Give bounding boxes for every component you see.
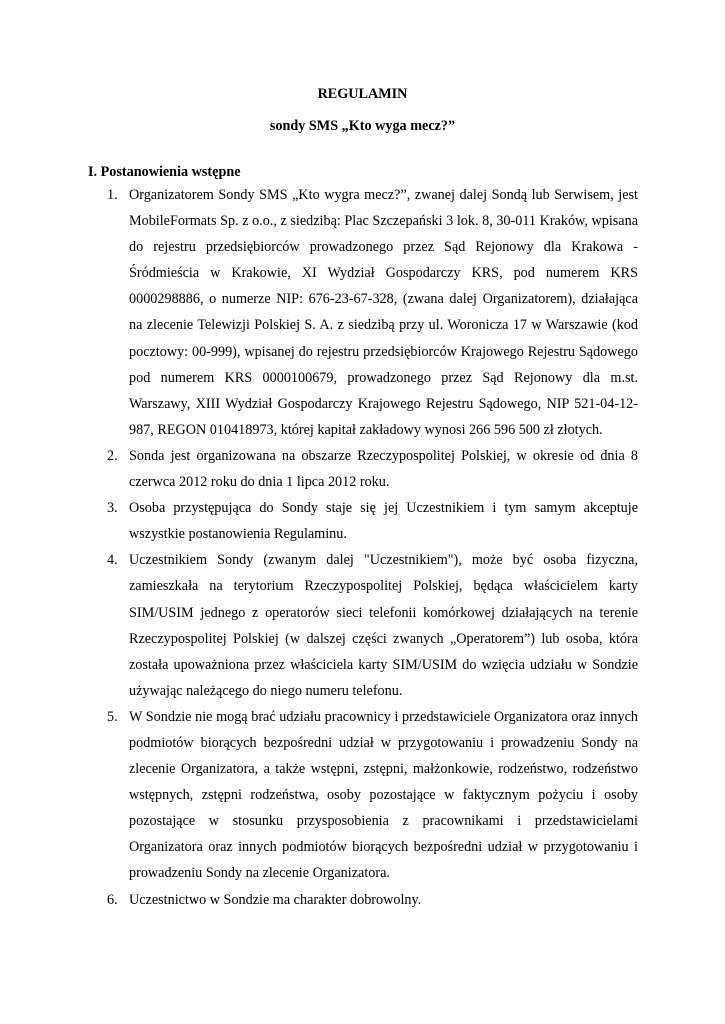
- list-item: [107, 704, 638, 887]
- item-text: Organizatorem Sondy SMS „Kto wygra mecz?”, zwanej dalej Sondą lub Serwisem, jest MobileFormats Sp. z o.o., z siedzibą: Plac Szczepański 3 lok. 8, 30-011 Kraków, wpisana do rejestru przedsiębiorców prowadzonego przez Sąd Rejonowy dla Krakowa - Śródmieścia w Krakowie, XI Wydział Gospodarczy KRS, pod numerem KRS 0000298886, o numerze NIP: 676-23-67-328, (zwana dalej Organizatorem), działająca na zlecenie Telewizji Polskiej S. A. z siedzibą przy ul. Woronicza 17 w Warszawie (kod pocztowy: 00-999), wpisanej do rejestru przedsiębiorców Krajowego Rejestru Sądowego pod numerem KRS 0000100679, prowadzonego przez Sąd Rejonowy dla m.st. Warszawy, XIII Wydział Gospodarczy Krajowego Rejestru Sądowego, NIP 521-04-12-987, REGON 010418973, której kapitał zakładowy wynosi 266 596 500 zł złotych.: [129, 187, 638, 438]
- document-title: REGULAMIN: [317, 86, 408, 102]
- item-number: 1.: [107, 187, 118, 203]
- item-text: W Sondzie nie mogą brać udziału pracownicy i przedstawiciele Organizatora oraz innych podmiotów biorących bezpośredni udział w przygotowaniu i prowadzeniu Sondy na zlecenie Organizatora, a także wstępni, zstępni, małżonkowie, rodzeństwo, rodzeństwo wstępnych, zstępni rodzeństwa, osoby pozostające w faktycznym pożyciu i osoby pozostające w stosunku przysposobienia z pracownikami i przedstawicielami Organizatora oraz innych podmiotów biorących bezpośredni udział w przygotowaniu i prowadzeniu Sondy na zlecenie Organizatora.: [129, 708, 638, 882]
- list-item: [107, 182, 638, 443]
- item-text: Uczestnictwo w Sondzie ma charakter dobrowolny.: [129, 891, 422, 908]
- list-item: [107, 887, 638, 913]
- item-number: 5.: [107, 708, 118, 725]
- item-text: Uczestnikiem Sondy (zwanym dalej "Uczestnikiem"), może być osoba fizyczna, zamieszkała na terytorium Rzeczypospolitej Polskiej, będąca właścicielem karty SIM/USIM jednego z operatorów sieci telefonii komórkowej działających na terenie Rzeczypospolitej Polskiej (w dalszej części zwanych „Operatorem”) lub osoba, która została upoważniona przez właściciela karty SIM/USIM do wzięcia udziału w Sondzie używając należącego do niego numeru telefonu.: [129, 552, 638, 699]
- document-subtitle: sondy SMS „Kto wyga mecz?”: [269, 118, 456, 134]
- list-item: [107, 495, 638, 547]
- section-heading: I. Postanowienia wstępne: [88, 164, 241, 180]
- item-text: Sonda jest organizowana na obszarze Rzeczypospolitej Polskiej, w okresie od dnia 8 czerwca 2012 roku do dnia 1 lipca 2012 roku.: [129, 447, 638, 491]
- item-number: 6.: [107, 891, 118, 908]
- item-number: 4.: [107, 552, 118, 569]
- item-number: 3.: [107, 500, 118, 517]
- rules-list: [107, 182, 638, 913]
- list-item: [107, 547, 638, 704]
- list-item: [107, 443, 638, 495]
- item-number: 2.: [107, 447, 118, 464]
- item-text: Osoba przystępująca do Sondy staje się jej Uczestnikiem i tym samym akceptuje wszystkie postanowienia Regulaminu.: [129, 500, 638, 543]
